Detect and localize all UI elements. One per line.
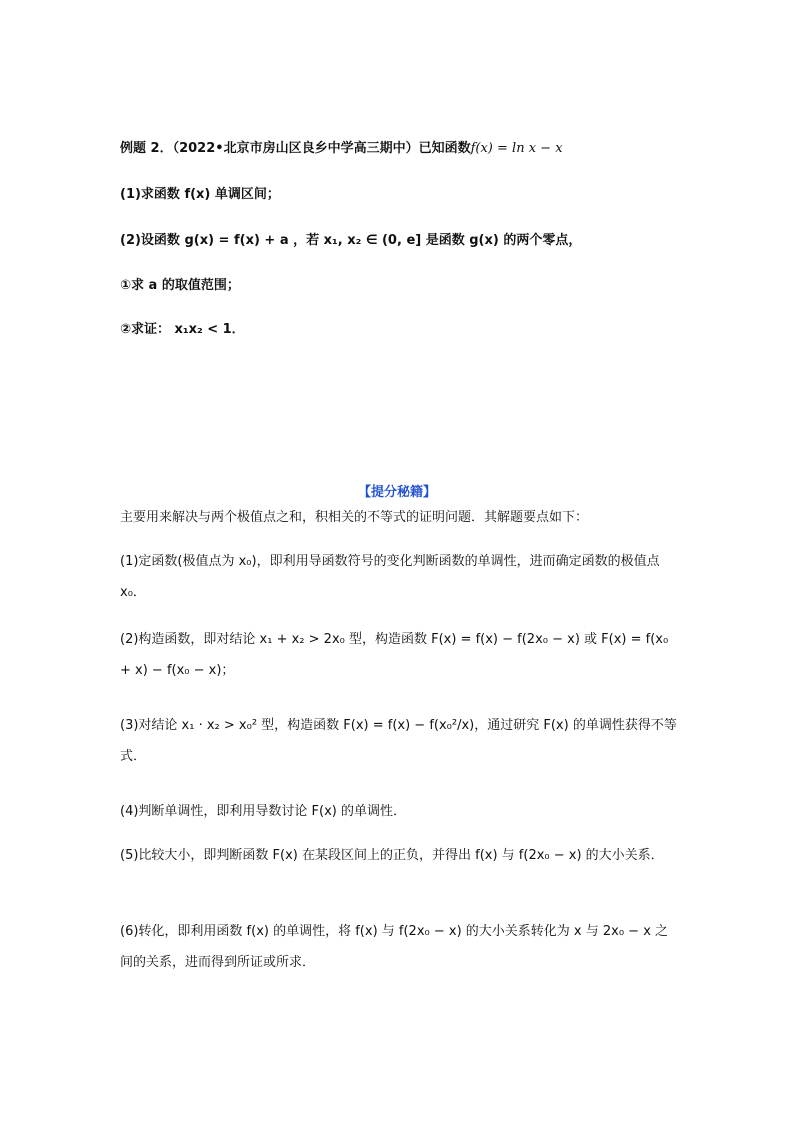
- tips-step-4: (4)判断单调性，即利用导数讨论 F(x) 的单调性．: [120, 804, 406, 819]
- tips-heading: 【提分秘籍】: [357, 485, 436, 500]
- function-definition: f(x) = ln x − x: [470, 141, 563, 156]
- example-sub-2: ②求证： x₁x₂ < 1．: [120, 322, 245, 337]
- example-title: 例题 2．（2022•北京市房山区良乡中学高三期中）已知函数f(x) = ln x − x: [120, 141, 563, 156]
- example-sub-1: ①求 a 的取值范围；: [120, 278, 240, 293]
- example-part-2: (2)设函数 g(x) = f(x) + a ，若 x₁, x₂ ∈ (0, e] 是函数 g(x) 的两个零点，: [120, 233, 582, 248]
- tips-step-1: (1)定函数(极值点为 x₀)，即利用导函数符号的变化判断函数的单调性，进而确定函数的极值点 x₀．: [120, 554, 660, 600]
- example-part-1: (1)求函数 f(x) 单调区间；: [120, 187, 280, 202]
- tips-step-5: (5)比较大小，即判断函数 F(x) 在某段区间上的正负，并得出 f(x) 与 f(2x₀ − x) 的大小关系．: [120, 848, 664, 863]
- tips-step-6: (6)转化，即利用函数 f(x) 的单调性，将 f(x) 与 f(2x₀ − x) 的大小关系转化为 x 与 2x₀ − x 之间的关系，进而得到所证或所求．: [120, 924, 669, 970]
- tips-step-3: (3)对结论 x₁ · x₂ > x₀² 型，构造函数 F(x) = f(x) − f(x₀²/x)，通过研究 F(x) 的单调性获得不等式．: [120, 718, 677, 764]
- tips-intro: 主要用来解决与两个极值点之和，积相关的不等式的证明问题．其解题要点如下：: [120, 510, 589, 525]
- tips-step-2: (2)构造函数，即对结论 x₁ + x₂ > 2x₀ 型，构造函数 F(x) = f(x) − f(2x₀ − x) 或 F(x) = f(x₀ + x) − f(x₀ − x)；: [120, 632, 669, 678]
